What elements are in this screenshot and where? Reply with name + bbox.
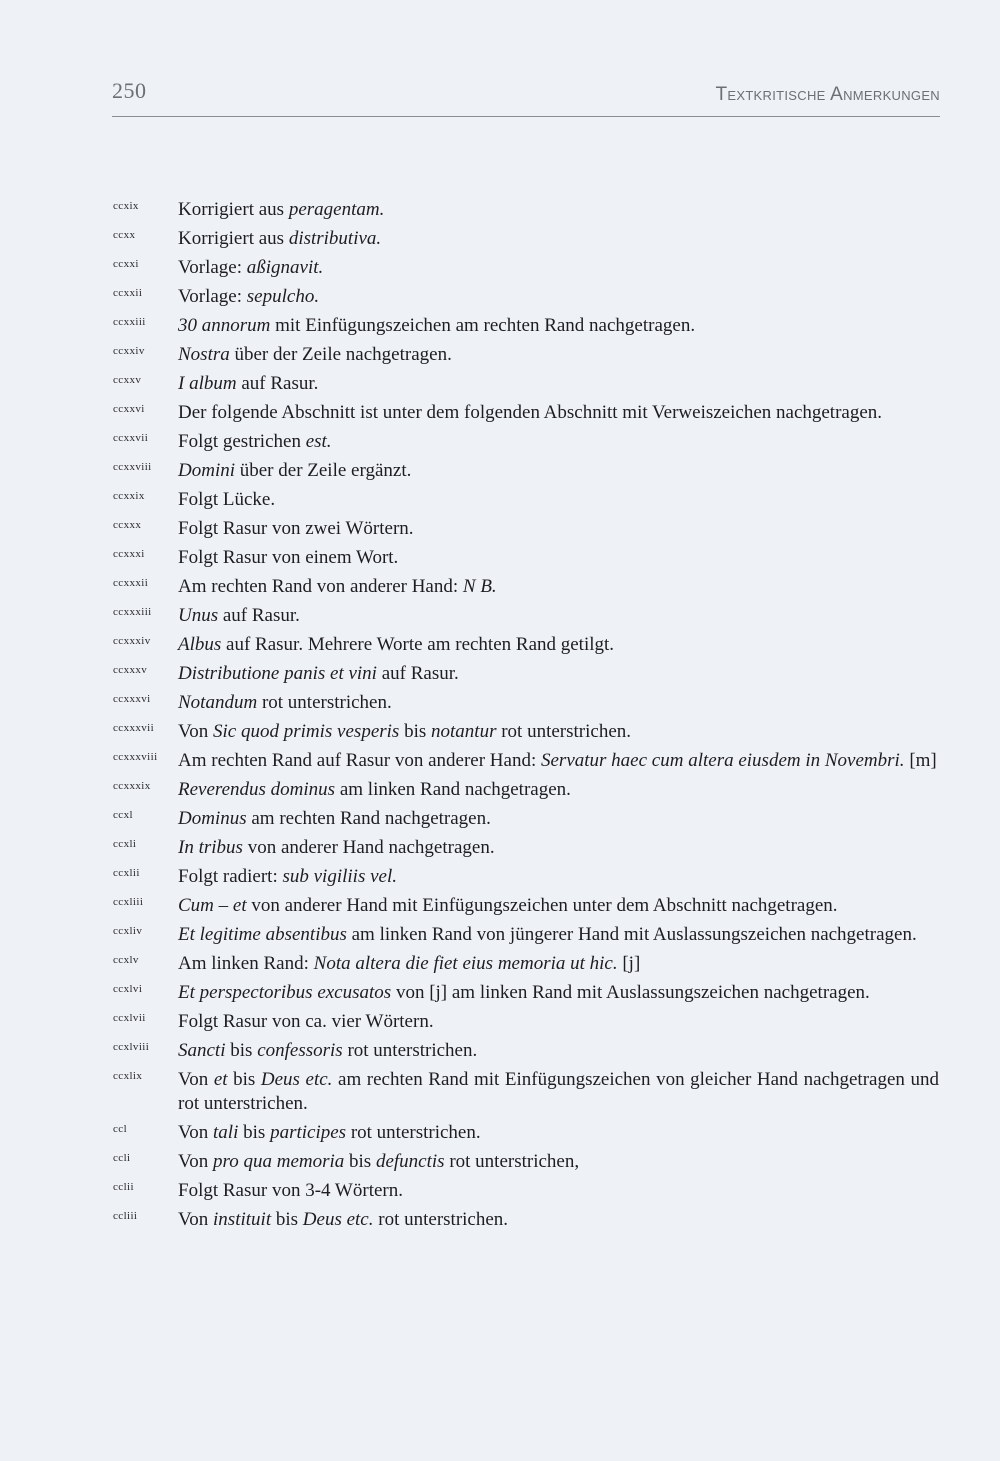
note-text xyxy=(178,895,838,916)
text-segment: Folgt radiert: xyxy=(178,866,283,887)
text-segment: über der Zeile nachgetragen. xyxy=(229,344,452,365)
running-title: Textkritische Anmerkungen xyxy=(715,84,940,105)
note-number: ccxlv xyxy=(113,954,139,966)
note-text xyxy=(178,1180,403,1201)
note-number: ccxx xyxy=(113,229,136,241)
text-segment: rot unterstrichen. xyxy=(342,1040,478,1061)
note-entry xyxy=(113,256,939,280)
note-text xyxy=(178,692,392,713)
note-entry xyxy=(113,1208,939,1232)
note-number: ccxxviii xyxy=(113,461,152,473)
text-segment: bis xyxy=(399,721,432,742)
text-segment: auf Rasur. Mehrere Worte am rechten Rand getilgt. xyxy=(221,634,615,655)
note-text xyxy=(178,576,497,597)
note-text xyxy=(178,228,381,249)
italic-segment: Cum – et xyxy=(178,895,247,916)
text-segment: auf Rasur. xyxy=(218,605,300,626)
note-text xyxy=(178,924,917,945)
text-segment: Am rechten Rand von anderer Hand: xyxy=(178,576,463,597)
text-segment: [j] xyxy=(617,953,641,974)
page-number: 250 xyxy=(112,78,147,103)
text-segment: Von xyxy=(178,1151,214,1172)
note-entry xyxy=(113,372,939,396)
italic-segment: sub vigiliis vel. xyxy=(282,866,397,887)
text-segment: Folgt Lücke. xyxy=(178,489,276,510)
italic-segment: aßignavit. xyxy=(246,257,324,278)
italic-segment: Distributione panis et vini xyxy=(178,663,377,684)
note-text xyxy=(178,518,414,539)
note-number: ccxxx xyxy=(113,519,142,531)
italic-segment: I album xyxy=(178,373,237,394)
note-number: ccxix xyxy=(113,200,139,212)
note-entry xyxy=(113,1150,939,1174)
note-entry xyxy=(113,894,939,918)
note-entry xyxy=(113,1068,939,1116)
italic-segment: In tribus xyxy=(178,837,243,858)
note-number: ccxxxvi xyxy=(113,693,151,705)
note-entry xyxy=(113,1121,939,1145)
italic-segment: defunctis xyxy=(375,1151,445,1172)
italic-segment: pro qua memoria xyxy=(213,1151,345,1172)
italic-segment: Deus etc. xyxy=(302,1209,374,1230)
note-number: ccxli xyxy=(113,838,137,850)
italic-segment: tali xyxy=(213,1122,239,1143)
note-text xyxy=(178,982,870,1003)
italic-segment: est. xyxy=(305,431,332,452)
note-entry xyxy=(113,981,939,1005)
italic-segment: Et perspectoribus excusatos xyxy=(178,982,392,1003)
note-text xyxy=(178,953,640,974)
italic-segment: Sic quod primis vesperis xyxy=(213,721,400,742)
text-segment: am rechten Rand mit Einfügungszeichen von gleicher Hand nachgetragen und rot unterstrichen. xyxy=(178,1069,939,1114)
italic-segment: sepulcho. xyxy=(246,286,320,307)
italic-segment: participes xyxy=(270,1122,347,1143)
note-entry xyxy=(113,227,939,251)
note-entry xyxy=(113,459,939,483)
note-entry xyxy=(113,343,939,367)
italic-segment: Unus xyxy=(178,605,219,626)
text-segment: bis xyxy=(344,1151,376,1172)
note-number: ccxxiii xyxy=(113,316,146,328)
italic-segment: notantur xyxy=(431,721,497,742)
note-text xyxy=(178,750,937,771)
text-segment: rot unterstrichen. xyxy=(257,692,392,713)
note-entry xyxy=(113,923,939,947)
note-entry xyxy=(113,575,939,599)
note-entry xyxy=(113,430,939,454)
text-segment: Von xyxy=(178,1209,214,1230)
italic-segment: Servatur haec cum altera eiusdem in Novembri. xyxy=(541,750,905,771)
note-text xyxy=(178,1122,481,1143)
text-segment: Vorlage: xyxy=(178,257,247,278)
text-segment: Von xyxy=(178,721,214,742)
text-segment: von [j] am linken Rand mit Auslassungszeichen nachgetragen. xyxy=(391,982,870,1003)
note-entry xyxy=(113,314,939,338)
text-segment: [m] xyxy=(904,750,937,771)
italic-segment: Et legitime absentibus xyxy=(178,924,347,945)
italic-segment: instituit xyxy=(213,1209,272,1230)
text-segment: Korrigiert aus xyxy=(178,228,289,249)
note-entry xyxy=(113,662,939,686)
note-number: ccliii xyxy=(113,1210,138,1222)
italic-segment: peragentam. xyxy=(288,199,385,220)
note-text xyxy=(178,1151,579,1172)
text-segment: bis xyxy=(225,1040,258,1061)
note-number: ccl xyxy=(113,1123,128,1135)
note-number: ccxxxix xyxy=(113,780,151,792)
note-entry xyxy=(113,517,939,541)
note-number: ccli xyxy=(113,1152,131,1164)
text-segment: rot unterstrichen. xyxy=(496,721,632,742)
note-text xyxy=(178,315,695,336)
note-number: ccxxxv xyxy=(113,664,148,676)
note-entry xyxy=(113,1010,939,1034)
text-segment: Vorlage: xyxy=(178,286,247,307)
note-number: ccxxxvii xyxy=(113,722,155,734)
note-entry xyxy=(113,952,939,976)
note-entry xyxy=(113,836,939,860)
text-segment: Folgt Rasur von zwei Wörtern. xyxy=(178,518,414,539)
text-segment: rot unterstrichen. xyxy=(373,1209,509,1230)
note-number: ccxxv xyxy=(113,374,142,386)
note-number: cclii xyxy=(113,1181,134,1193)
note-number: ccxxvi xyxy=(113,403,145,415)
italic-segment: Domini xyxy=(178,460,235,481)
note-entry xyxy=(113,807,939,831)
note-number: ccxxvii xyxy=(113,432,149,444)
text-segment: rot unterstrichen. xyxy=(346,1122,481,1143)
text-segment: auf Rasur. xyxy=(376,663,459,684)
note-number: ccxxxiv xyxy=(113,635,151,647)
note-text xyxy=(178,547,398,568)
note-entry xyxy=(113,720,939,744)
text-segment: Korrigiert aus xyxy=(178,199,289,220)
text-segment: auf Rasur. xyxy=(236,373,319,394)
note-text xyxy=(178,257,323,278)
text-segment: bis xyxy=(271,1209,303,1230)
italic-segment: Notandum xyxy=(178,692,258,713)
note-entry xyxy=(113,778,939,802)
text-segment: Folgt Rasur von einem Wort. xyxy=(178,547,399,568)
italic-segment: confessoris xyxy=(257,1040,343,1061)
text-segment: Am linken Rand: xyxy=(178,953,314,974)
note-text xyxy=(178,605,300,626)
italic-segment: Reverendus dominus xyxy=(178,779,336,800)
note-text xyxy=(178,1209,508,1230)
note-number: ccxxxviii xyxy=(113,751,158,763)
note-text xyxy=(178,402,882,423)
note-text xyxy=(178,808,491,829)
note-text xyxy=(178,373,318,394)
text-segment: Von xyxy=(178,1122,214,1143)
note-number: ccxxii xyxy=(113,287,143,299)
note-number: ccxxiv xyxy=(113,345,145,357)
note-text xyxy=(178,431,332,452)
note-text xyxy=(178,663,459,684)
note-number: ccxlvi xyxy=(113,983,143,995)
text-segment: Von xyxy=(178,1069,214,1090)
text-segment: am linken Rand nachgetragen. xyxy=(335,779,571,800)
note-number: ccxl xyxy=(113,809,133,821)
note-number: ccxlviii xyxy=(113,1041,150,1053)
note-entry xyxy=(113,604,939,628)
italic-segment: 30 annorum xyxy=(178,315,271,336)
note-entry xyxy=(113,198,939,222)
text-segment: bis xyxy=(238,1122,271,1143)
text-segment: von anderer Hand nachgetragen. xyxy=(242,837,495,858)
note-text xyxy=(178,866,397,887)
note-entry xyxy=(113,865,939,889)
note-number: ccxlii xyxy=(113,867,140,879)
note-text xyxy=(178,489,275,510)
note-number: ccxxxiii xyxy=(113,606,152,618)
text-segment: über der Zeile ergänzt. xyxy=(235,460,412,481)
note-text xyxy=(178,344,452,365)
text-segment: von anderer Hand mit Einfügungszeichen unter dem Abschnitt nachgetragen. xyxy=(246,895,838,916)
note-number: ccxlix xyxy=(113,1070,143,1082)
note-number: ccxxxi xyxy=(113,548,145,560)
note-entry xyxy=(113,691,939,715)
note-entry xyxy=(113,488,939,512)
note-entry xyxy=(113,401,939,425)
italic-segment: Dominus xyxy=(178,808,247,829)
critical-notes-list xyxy=(113,198,939,1237)
note-entry xyxy=(113,285,939,309)
note-entry xyxy=(113,546,939,570)
italic-segment: Deus etc. xyxy=(260,1069,333,1090)
note-entry xyxy=(113,749,939,773)
text-segment: Folgt Rasur von 3-4 Wörtern. xyxy=(178,1180,403,1201)
italic-segment: distributiva. xyxy=(288,228,382,249)
text-segment: am rechten Rand nachgetragen. xyxy=(246,808,491,829)
text-segment: Folgt gestrichen xyxy=(178,431,306,452)
note-entry xyxy=(113,1039,939,1063)
note-number: ccxxi xyxy=(113,258,139,270)
note-entry xyxy=(113,1179,939,1203)
italic-segment: N B. xyxy=(462,576,497,597)
note-number: ccxlvii xyxy=(113,1012,146,1024)
text-segment: bis xyxy=(227,1069,261,1090)
note-number: ccxliv xyxy=(113,925,143,937)
italic-segment: Albus xyxy=(178,634,222,655)
note-text xyxy=(178,1011,434,1032)
text-segment: am linken Rand von jüngerer Hand mit Auslassungszeichen nachgetragen. xyxy=(346,924,917,945)
note-text xyxy=(178,779,571,800)
italic-segment: et xyxy=(213,1069,228,1090)
note-text xyxy=(178,1069,939,1114)
note-number: ccxxxii xyxy=(113,577,149,589)
text-segment: Folgt Rasur von ca. vier Wörtern. xyxy=(178,1011,434,1032)
note-text xyxy=(178,1040,477,1061)
page-header xyxy=(112,78,940,117)
text-segment: rot unterstrichen, xyxy=(444,1151,580,1172)
note-text xyxy=(178,721,631,742)
italic-segment: Nota altera die fiet eius memoria ut hic. xyxy=(313,953,618,974)
italic-segment: Nostra xyxy=(178,344,230,365)
text-segment: mit Einfügungszeichen am rechten Rand nachgetragen. xyxy=(270,315,696,336)
note-number: ccxliii xyxy=(113,896,144,908)
note-text xyxy=(178,199,384,220)
note-entry xyxy=(113,633,939,657)
note-text xyxy=(178,286,319,307)
note-text xyxy=(178,460,411,481)
text-segment: Am rechten Rand auf Rasur von anderer Hand: xyxy=(178,750,541,771)
note-text xyxy=(178,837,495,858)
note-number: ccxxix xyxy=(113,490,145,502)
note-text xyxy=(178,634,614,655)
italic-segment: Sancti xyxy=(178,1040,226,1061)
text-segment: Der folgende Abschnitt ist unter dem folgenden Abschnitt mit Verweiszeichen nachgetragen. xyxy=(178,402,883,423)
